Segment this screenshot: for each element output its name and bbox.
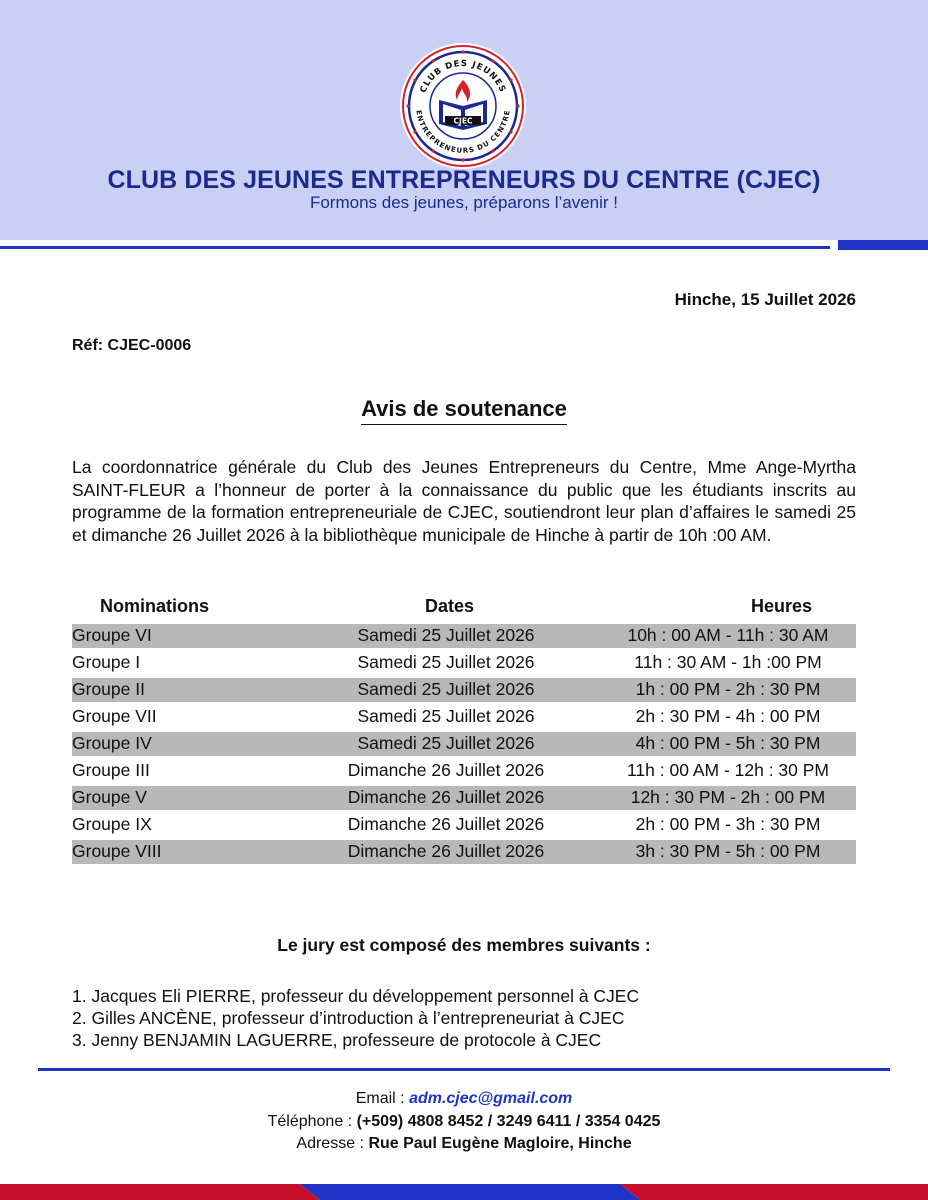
address-value: Rue Paul Eugène Magloire, Hinche [368, 1135, 632, 1152]
logo-top-text: CLUB DES JEUNES [418, 58, 508, 95]
table-row [72, 813, 856, 837]
phone-label: Téléphone : [267, 1113, 353, 1130]
contact-email [0, 1090, 928, 1108]
time-cell: 11h : 00 AM - 12h : 30 PM [626, 760, 829, 780]
date-cell: Dimanche 26 Juillet 2026 [347, 841, 545, 861]
table-row [72, 840, 856, 864]
time-cell: 2h : 30 PM - 4h : 00 PM [635, 706, 821, 726]
column-header-nominations: Nominations [100, 596, 210, 616]
date-cell: Samedi 25 Juillet 2026 [357, 706, 535, 726]
time-cell: 12h : 30 PM - 2h : 00 PM [630, 787, 826, 807]
list-item: 1. Jacques Eli PIERRE, professeur du développement personnel à CJEC [72, 986, 640, 1006]
address-label: Adresse : [296, 1135, 364, 1152]
footer-divider [38, 1068, 890, 1071]
email-link[interactable]: adm.cjec@gmail.com [409, 1090, 573, 1107]
date-cell: Dimanche 26 Juillet 2026 [347, 814, 545, 834]
list-item: 2. Gilles ANCÈNE, professeur d’introduction à l’entrepreneuriat à CJEC [72, 1008, 625, 1028]
header-divider [0, 246, 830, 249]
time-cell: 3h : 30 PM - 5h : 00 PM [635, 841, 821, 861]
letterhead [0, 0, 928, 240]
table-row [72, 651, 856, 675]
date-cell: Samedi 25 Juillet 2026 [357, 652, 535, 672]
table-row [72, 786, 856, 810]
date-cell: Dimanche 26 Juillet 2026 [347, 787, 545, 807]
header-divider-accent [838, 240, 928, 250]
group-cell: Groupe VIII [72, 841, 162, 861]
date-cell: Samedi 25 Juillet 2026 [357, 625, 535, 645]
contact-phone [0, 1113, 928, 1131]
table-row [72, 759, 856, 783]
column-header-dates: Dates [425, 596, 475, 616]
date-cell: Dimanche 26 Juillet 2026 [347, 760, 545, 780]
email-label: Email : [355, 1090, 405, 1107]
notice-title [0, 396, 928, 422]
group-cell: Groupe VI [72, 625, 152, 645]
group-cell: Groupe V [72, 787, 147, 807]
table-row [72, 705, 856, 729]
letter-reference: Réf: CJEC-0006 [72, 337, 192, 354]
group-cell: Groupe III [72, 760, 150, 780]
logo-center-text: CJEC [453, 116, 473, 126]
jury-list [72, 985, 639, 1051]
table-row [72, 678, 856, 702]
contact-address [0, 1135, 928, 1153]
jury-title: Le jury est composé des membres suivants : [277, 935, 651, 955]
time-cell: 2h : 00 PM - 3h : 30 PM [635, 814, 821, 834]
organization-name: CLUB DES JEUNES ENTREPRENEURS DU CENTRE (CJEC) [107, 166, 821, 194]
group-cell: Groupe IV [72, 733, 152, 753]
cjec-logo [399, 42, 527, 170]
phone-numbers: (+509) 4808 8452 / 3249 6411 / 3354 0425 [356, 1113, 661, 1130]
time-cell: 1h : 00 PM - 2h : 30 PM [635, 679, 821, 699]
time-cell: 4h : 00 PM - 5h : 30 PM [635, 733, 821, 753]
group-cell: Groupe VII [72, 706, 157, 726]
letter-date: Hinche, 15 Juillet 2026 [674, 290, 856, 309]
logo-bottom-text: ENTREPRENEURS DU CENTRE [414, 109, 512, 155]
time-cell: 11h : 30 AM - 1h :00 PM [634, 652, 822, 672]
date-cell: Samedi 25 Juillet 2026 [357, 733, 535, 753]
list-item: 3. Jenny BENJAMIN LAGUERRE, professeure de protocole à CJEC [72, 1030, 602, 1050]
organization-slogan: Formons des jeunes, préparons l’avenir ! [309, 193, 619, 212]
footer-color-band [0, 1180, 928, 1200]
notice-body: La coordonnatrice générale du Club des Jeunes Entrepreneurs du Centre, Mme Ange-Myrtha SAINT-FLEUR a l’honneur de porter à la connaissance du public que les étudiants inscrits au programme de la formation entrepreneuriale de CJEC, soutiendront leur plan d’affaires le samedi 25 et dimanche 26 Juillet 2026 à la bibliothèque municipale de Hinche à partir de 10h :00 AM. [72, 457, 856, 545]
time-cell: 10h : 00 AM - 11h : 30 AM [627, 625, 829, 645]
column-header-hours: Heures [751, 596, 813, 616]
date-cell: Samedi 25 Juillet 2026 [357, 679, 535, 699]
group-cell: Groupe IX [72, 814, 152, 834]
table-row [72, 732, 856, 756]
notice-title-text: Avis de soutenance [361, 396, 567, 425]
group-cell: Groupe I [72, 652, 141, 672]
group-cell: Groupe II [72, 679, 145, 699]
table-row [72, 624, 856, 648]
